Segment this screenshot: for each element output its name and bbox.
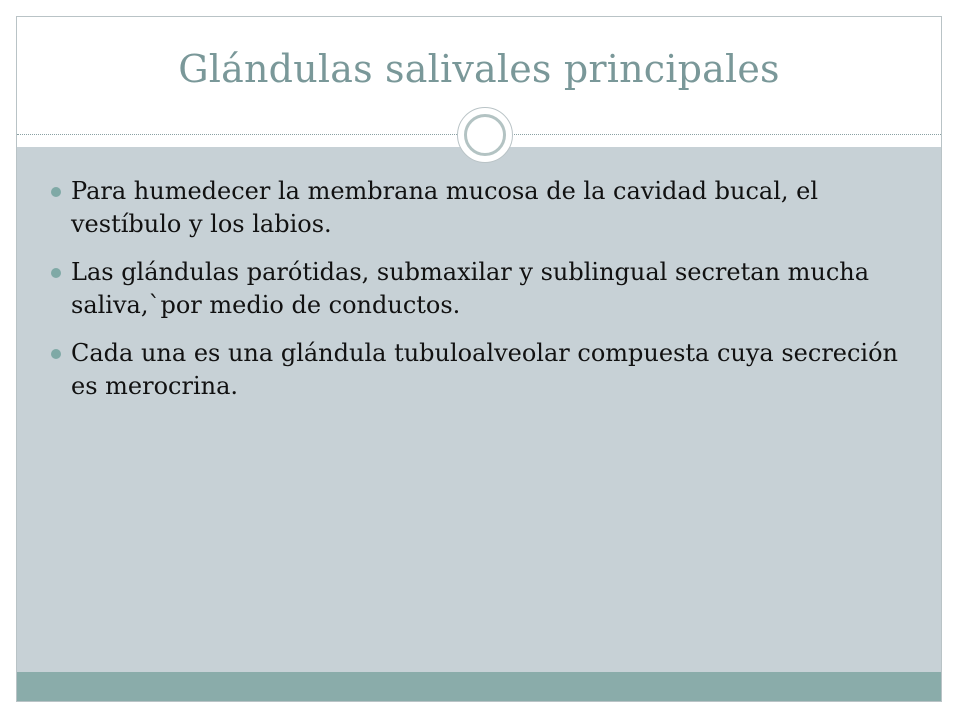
circle-ornament-icon bbox=[457, 107, 513, 163]
circle-ornament-inner bbox=[464, 114, 506, 156]
bullet-dot-icon bbox=[51, 268, 61, 278]
bullet-dot-icon bbox=[51, 187, 61, 197]
bullet-list bbox=[51, 175, 911, 418]
bullet-text: Para humedecer la membrana mucosa de la cavidad bucal, el vestíbulo y los labios. bbox=[71, 177, 819, 238]
bullet-text: Cada una es una glándula tubuloalveolar compuesta cuya secreción es merocrina. bbox=[71, 339, 899, 400]
slide bbox=[16, 16, 942, 702]
bullet-dot-icon bbox=[51, 349, 61, 359]
footer-band bbox=[17, 672, 941, 702]
bullet-item bbox=[51, 256, 911, 322]
bullet-text: Las glándulas parótidas, submaxilar y sublingual secretan mucha saliva,`por medio de conductos. bbox=[71, 258, 870, 319]
bullet-item bbox=[51, 337, 911, 403]
bullet-item bbox=[51, 175, 911, 241]
slide-title: Glándulas salivales principales bbox=[178, 47, 780, 91]
